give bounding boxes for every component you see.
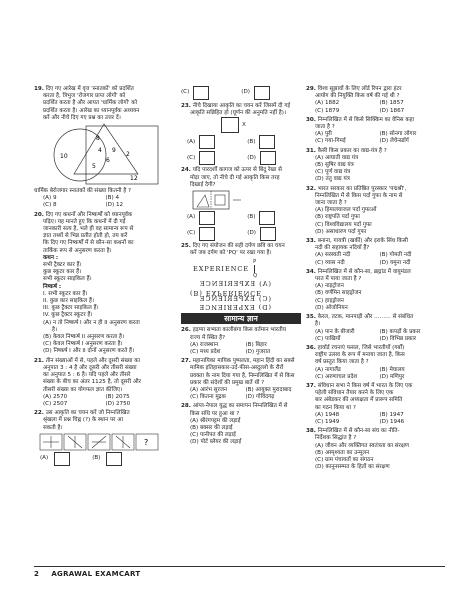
option-label[interactable]: (B) — [247, 214, 256, 221]
question-29 — [306, 86, 444, 115]
option[interactable]: (B) बिहार — [245, 341, 267, 348]
option[interactable]: (D) विभिन्न प्रकार — [379, 335, 417, 342]
option[interactable]: (B) 1857 — [379, 100, 404, 107]
option[interactable]: (D) असाधारण पर्दा गुफा — [315, 228, 367, 235]
option-figure[interactable] — [199, 135, 215, 149]
option[interactable]: (B) राष्ट्रपति पर्दा गुफा — [315, 214, 360, 221]
option[interactable]: (C) 1879 — [315, 107, 340, 114]
option[interactable]: (C) पाखियों — [315, 335, 341, 342]
question-30 — [306, 117, 444, 146]
page-number: 2 — [34, 570, 39, 578]
question-number: 28. — [181, 403, 191, 410]
option[interactable]: (D) गोविंदगढ़ — [245, 394, 275, 401]
option-label[interactable]: (A) — [187, 138, 196, 145]
option[interactable]: (B) केवल निष्कर्ष II अनुसरण करता है। — [43, 334, 125, 341]
option[interactable]: (B) मेघालय — [379, 366, 405, 373]
option[interactable]: (D) 12 — [105, 202, 124, 209]
question-text: हार्वार्ड रचनाएं फसल, जिसे भारतीयों (गर्बों) — [317, 344, 405, 351]
question-text: तीसरी संख्या का योगफल ज्ञात कीजिए। — [43, 386, 123, 393]
question-text: दिए गए संयोजन की सही दर्पण छवि का चयन — [192, 243, 285, 250]
statement: कुछ स्कूटर कार हैं। — [43, 269, 82, 276]
question-number: 34. — [306, 268, 316, 275]
option[interactable]: (D) मणिपुर — [379, 373, 405, 380]
question-text: वर्ष प्रस्तुत किया जाता है ? — [315, 359, 369, 366]
question-text: जानकारी सत्य है, भले ही वह सामान्य रूप से — [43, 226, 134, 233]
question-text: निम्नलिखित में से कौन-सा संघ का नीति- — [317, 428, 400, 435]
question-text: निर्देशक सिद्धांत है ? — [315, 435, 357, 442]
footer-divider — [34, 566, 445, 567]
question-text: करें और नीचे दिए गए प्रश्न का उत्तर दें। — [43, 114, 121, 121]
statement: सभी ट्रैक्टर कार हैं। — [43, 262, 82, 269]
question-28 — [181, 403, 301, 446]
option[interactable]: (C) अरुणाचल प्रदेश — [315, 373, 358, 380]
option-a[interactable]: (A) EXPERIENCE — [199, 280, 271, 289]
region-number: 6 — [106, 157, 110, 165]
option[interactable]: (A) हिमालयाजल पर्दा गुफाओं — [315, 207, 377, 214]
region-number: 2 — [126, 151, 130, 159]
conclusion: III. कुछ ट्रैक्टर साइकिल हैं। — [43, 305, 99, 312]
option[interactable]: (B) गोमती नदी — [379, 252, 412, 259]
option-label[interactable]: (D) — [241, 89, 250, 96]
option[interactable]: (A) सरस्वती नदी — [315, 252, 351, 259]
column-3 — [306, 86, 444, 473]
question-27 — [181, 358, 301, 401]
question-mark: ? — [144, 437, 149, 447]
question-text: है। — [315, 321, 321, 328]
question-text: संविधान सभा ने किस वर्ष में भारत के लिए एक — [317, 382, 413, 389]
option[interactable]: (A) 2570 — [43, 393, 68, 400]
question-38 — [306, 428, 444, 471]
question-text: कैसी किस प्रकार का वाद्य-यंत्र है ? — [317, 147, 387, 154]
question-number: 29. — [306, 86, 316, 92]
question-text: तार्किक रूप से अनुसरण करता है। — [43, 247, 112, 254]
question-text: तीन संख्याओं में से, पहले और दूसरी संख्या का — [45, 357, 140, 364]
question-number: 30. — [306, 116, 316, 123]
conclusion: II. कुछ कार साइकिल हैं। — [43, 298, 95, 305]
question-number: 27. — [181, 358, 191, 365]
conclusion: IV. कुछ ट्रैक्टर स्कूटर हैं। — [43, 312, 93, 319]
question-number: 24. — [181, 167, 191, 174]
statement-label: कथन : — [43, 254, 59, 261]
question-text: आंग्ल-नेपाल युद्ध का समापन निम्नलिखित में से — [192, 403, 288, 410]
question-number: 36. — [306, 344, 316, 351]
option[interactable]: (A) 1948 — [315, 411, 340, 418]
region-number: 8 — [96, 135, 100, 143]
option-continued: है। — [52, 326, 58, 333]
option[interactable]: (C) केवल निष्कर्ष I अनुसरण करता है। — [43, 341, 123, 348]
question-text: राज्य में स्थित है? — [190, 334, 226, 341]
option-figure[interactable] — [199, 211, 215, 225]
option[interactable]: (C) 2507 — [43, 400, 68, 407]
question-text: महानायिका मायिक पुष्पलता, महान हिंदी का सबसे — [192, 358, 295, 365]
option[interactable]: (D) 1867 — [379, 107, 405, 114]
option[interactable]: (A) 1882 — [315, 100, 340, 107]
option-figure[interactable] — [54, 452, 70, 466]
question-23 — [181, 103, 301, 165]
mirror-label-q: Q — [253, 273, 258, 280]
series-figures — [34, 432, 164, 452]
option-figure[interactable] — [199, 151, 215, 165]
venn-diagram — [34, 122, 164, 188]
question-text: जाता है ? — [315, 124, 335, 131]
option-figure[interactable] — [199, 227, 215, 241]
option-d[interactable]: (D) EXPERIENCE — [198, 303, 271, 312]
question-21 — [34, 358, 168, 408]
option-figure[interactable] — [106, 452, 122, 466]
question-text: ज्ञात तथ्यों से भिन्न प्रतीत होती हो, तय करें — [43, 233, 128, 240]
option[interactable]: (B) बक्सर की लड़ाई — [190, 425, 233, 432]
question-text: करता है, त्रिभुज 'रोजगार प्राप्त लोगों' को — [43, 93, 126, 100]
question-number: 26. — [181, 327, 191, 334]
option-label[interactable]: (D) — [247, 154, 256, 161]
question-text: दिए गए कथनों और निष्कर्षों को ध्यानपूर्वक — [45, 211, 133, 218]
figure-label: X — [242, 121, 246, 128]
option[interactable]: (A) नाइट्रोजन — [315, 283, 344, 290]
question-number: 38. — [306, 428, 316, 435]
option[interactable]: (C) पूर्ण वाद्य यंत्र — [315, 169, 351, 176]
column-2 — [181, 86, 301, 449]
question-text: आयोग की नियुक्ति किस वर्ष की गई थी ? — [315, 93, 400, 100]
question-text: उस आकृति का चयन करें जो निम्नलिखित — [45, 410, 130, 417]
option[interactable]: (C) पानीपत की लड़ाई — [190, 432, 236, 439]
question-33 — [306, 238, 444, 267]
question-text: प्रकार की संदेशों की प्रमुख बातें थीं ? — [190, 379, 265, 386]
question-text: निम्नलिखित में से कौन-सा, ब्रह्मांड में वायुमंडल — [317, 268, 411, 275]
option-figure[interactable] — [254, 86, 270, 100]
option[interactable]: (B) अस्पृश्यता का उन्मूलन — [315, 449, 370, 456]
question-text: हड़प्पा सभ्यता कालीबंगा किस वर्तमान भारतीय — [192, 327, 286, 334]
option[interactable]: (B) सुषिर वाद्य यंत्र — [315, 162, 354, 169]
conclusion-label: निष्कर्ष : — [43, 283, 62, 290]
question-35 — [306, 314, 444, 343]
option[interactable]: (A) नागालैंड — [315, 366, 341, 373]
question-text: धार्मिक बेरोजगार स्नातकों की संख्या कितनी है ? — [34, 188, 131, 195]
option[interactable]: (A) राजस्थान — [190, 341, 219, 348]
question-number: 19. — [34, 86, 44, 92]
option-figure[interactable] — [259, 211, 275, 225]
option[interactable]: (B) 4 — [105, 195, 120, 202]
question-24 — [181, 167, 301, 241]
question-19 — [34, 86, 168, 210]
question-text: प्रदर्शित करता है। आरेख का ध्यानपूर्वक अध्ययन — [43, 107, 140, 114]
question-text: दिए गए आरेख में वृत्त 'स्नातकों' को प्रदर्शित — [45, 86, 134, 92]
question-text: आकृति सन्निहित हो (घूर्णन की अनुमति नहीं है)। — [190, 110, 287, 117]
question-text: केरल, तटक, मानपाड़ी और ……… से संबंधित — [317, 314, 414, 321]
option[interactable]: (A) पान के बीजारी — [315, 328, 355, 335]
option[interactable]: (D) 2750 — [105, 400, 131, 407]
option[interactable]: (A) जीवन और व्यक्तिगत स्वतंत्रता का संरक्षण — [315, 442, 409, 449]
option-label[interactable]: (B) — [247, 138, 256, 145]
page-footer — [34, 570, 140, 578]
question-text: संख्या के बीच का अंतर 1125 है, तो दूसरी और — [43, 379, 141, 386]
question-text: यदि पारदर्शी कागज को ऊपर से बिंदु रेखा से — [192, 167, 282, 174]
question-text: सकती है। — [43, 424, 63, 431]
option[interactable]: (D) गुजरात — [245, 349, 271, 356]
paper-fold-figure — [181, 189, 301, 211]
option-label[interactable]: (C) — [187, 230, 196, 237]
question-32 — [306, 186, 444, 236]
conclusion: I. सभी स्कूटर कार हैं। — [43, 290, 88, 297]
question-36 — [306, 345, 444, 381]
section-banner: सामान्य ज्ञान — [181, 313, 301, 324]
question-text: परत में पाया जाता है ? — [315, 276, 362, 283]
option[interactable]: (D) लेचेन्स्डॉर्ग — [379, 138, 409, 145]
question-number: 22. — [34, 410, 44, 417]
option-label[interactable]: (A) — [40, 455, 49, 462]
option[interactable]: (D) निष्कर्ष I और II दोनों अनुसरण करते हैं। — [43, 348, 135, 355]
option[interactable]: (A) आघाती वाद्य यंत्र — [315, 154, 359, 161]
option[interactable]: (C) 1949 — [315, 418, 340, 425]
question-number: 23. — [181, 103, 191, 109]
question-text: प्रवक्ता के नाम दिया गया है, निम्नलिखित में से किस — [190, 372, 295, 379]
option[interactable]: (C) मध्य प्रदेश — [190, 349, 221, 356]
option-c[interactable]: (C) EXPERIENCE — [198, 294, 271, 303]
region-number: 5 — [92, 163, 96, 171]
question-text: राष्ट्रीय उत्सव के रूप में मनाया जाता है, किस — [315, 352, 405, 359]
question-text: दिखाई देगी? — [190, 181, 216, 188]
question-text: पढ़िए। यह मानते हुए कि कथनों में दी गई — [43, 218, 126, 225]
option-figure[interactable] — [260, 227, 276, 241]
question-text: नीचे दिखाया आकृति का चयन करें जिसमें दी गई — [192, 103, 291, 109]
option[interactable]: (C) हाइड्रोजन — [315, 297, 344, 304]
option[interactable]: (C) विश्वविद्यालय पर्दा गुफा — [315, 221, 372, 228]
question-text: श्रृंखला में प्रश्न चिह्न (?) के स्थान पर आ — [43, 417, 123, 424]
question-22-options — [181, 86, 301, 100]
question-text: बार अंबेडकर की अध्यक्षता में प्रारूप समिति — [315, 397, 403, 404]
option-figure[interactable] — [259, 135, 275, 149]
column-1 — [34, 86, 168, 468]
option[interactable]: (B) सोनगा लोगार — [379, 131, 417, 138]
question-number: 21. — [34, 357, 44, 364]
option[interactable]: (B) कपड़ों के प्रकार — [379, 328, 421, 335]
question-31 — [306, 148, 444, 184]
option[interactable]: (A) 9 — [43, 195, 57, 202]
question-text: मामिक इतिहासकार-उर्द-फीस-अब्दुल्लो के रौरों — [190, 365, 284, 372]
option[interactable]: (C) 8 — [43, 202, 57, 209]
brand-name: AGRAWAL EXAMCART — [51, 570, 141, 578]
question-text: मोड़ा जाए, तो नीचे दी गई आकृति किस तरह — [190, 174, 280, 181]
option-figure[interactable] — [260, 151, 276, 165]
option[interactable]: (D) ओजोनियन — [315, 304, 348, 311]
option[interactable]: (B) 2075 — [105, 393, 130, 400]
option[interactable]: (D) 1946 — [379, 418, 405, 425]
statement: सभी स्कूटर साइकिल हैं। — [43, 276, 92, 283]
option[interactable]: (D) यमुना नदी — [379, 259, 411, 266]
option-label[interactable]: (B) — [92, 455, 101, 462]
question-text: विश्व सुझावों के लिए लॉर्ड रिपन द्वारा हंटर — [317, 86, 402, 92]
option[interactable]: (C) कितना मुद्रक — [190, 394, 226, 401]
question-37 — [306, 383, 444, 426]
region-number: 9 — [112, 147, 116, 155]
question-text: प्रदर्शित करता है और आयत 'धार्मिक लोगों' को — [43, 100, 138, 107]
option-label[interactable]: (C) — [181, 89, 190, 96]
question-text: जाना जाता है ? — [315, 200, 347, 207]
option-figure[interactable] — [193, 86, 209, 100]
region-number: 10 — [60, 153, 68, 161]
option[interactable]: (B) वर्णमिन साइड्रोजन — [315, 290, 362, 297]
question-text: नदी की सहायक नदियाँ हैं? — [315, 245, 370, 252]
question-text: किस संधि पर हुआ था ? — [190, 410, 240, 417]
question-26 — [181, 327, 301, 356]
question-text: भारत सरकार का प्रतिष्ठित पुरस्कार 'पद्मश्री', — [317, 185, 407, 192]
question-text: बनाना, गायत्री (खर्की) और इराके सिंध किसी — [317, 238, 408, 245]
option-b[interactable]: (B) EXPERIENCE — [190, 288, 263, 297]
question-number: 35. — [306, 314, 316, 321]
question-number: 37. — [306, 382, 316, 389]
mirror-label-p: P — [253, 259, 257, 266]
option[interactable]: (D) पोर्ट ब्लेयर की लड़ाई — [190, 439, 242, 446]
option[interactable]: (A) आरंभ सुरजन — [190, 387, 228, 394]
question-number: 25. — [181, 243, 191, 250]
option[interactable]: (D) कानूनसम्मत के हितों का संरक्षण — [315, 464, 390, 471]
question-34 — [306, 269, 444, 312]
question-number: 33. — [306, 238, 316, 245]
question-text: कि दिए गए निष्कर्षों में से कौन-सा कथनों का — [43, 240, 134, 247]
question-text: का गठन किया था ? — [315, 404, 356, 411]
question-20 — [34, 212, 168, 356]
option[interactable]: (C) व्यास नदी — [315, 259, 345, 266]
region-number: 4 — [98, 147, 102, 155]
given-figure — [221, 117, 239, 133]
option[interactable]: (A) श्रीरंगपट्टम की लड़ाई — [190, 417, 241, 424]
triangle-shape — [74, 124, 138, 174]
question-text: का अनुपात 5 : 6 है। यदि पहले और तीसरे — [43, 372, 131, 379]
option[interactable]: (A) पुरी — [315, 131, 332, 138]
option[interactable]: (A) न तो निष्कर्ष I और न ही II अनुसरण करता — [43, 319, 140, 326]
option-label[interactable]: (D) — [247, 230, 256, 237]
option[interactable]: (B) 1947 — [379, 411, 404, 418]
option[interactable]: (C) ग्राम पंचायतों का संगठन — [315, 456, 374, 463]
mirror-word: EXPERIENCE — [193, 264, 250, 273]
question-number: 32. — [306, 185, 316, 192]
question-text: करें जब दर्पण को 'PQ' पर रखा गया है। — [190, 250, 272, 257]
question-number: 31. — [306, 147, 316, 154]
region-number: 12 — [130, 175, 138, 183]
option-label[interactable]: (A) — [187, 214, 196, 221]
question-25 — [181, 243, 301, 310]
question-text: अनुपात 3 : 4 है और दूसरी और तीसरी संख्या — [43, 364, 137, 371]
question-22 — [34, 410, 168, 466]
option[interactable]: (C) गया-गिमई — [315, 138, 346, 145]
option-label[interactable]: (C) — [187, 154, 196, 161]
question-text: निम्नलिखित में से किस पर्दा गुफा के नाम से — [315, 192, 403, 199]
question-text: पहेली संविधान तैयार करने के लिए एक — [315, 390, 394, 397]
mirror-line — [253, 259, 257, 279]
question-number: 20. — [34, 211, 44, 218]
question-text: निम्नलिखित में से किसे सिक्किम का वेनिस कहा — [317, 116, 415, 123]
option[interactable]: (B) आयुक्त मुरादाबाद — [245, 387, 292, 394]
option[interactable]: (D) तंतु वाद्य यंत्र — [315, 176, 350, 183]
